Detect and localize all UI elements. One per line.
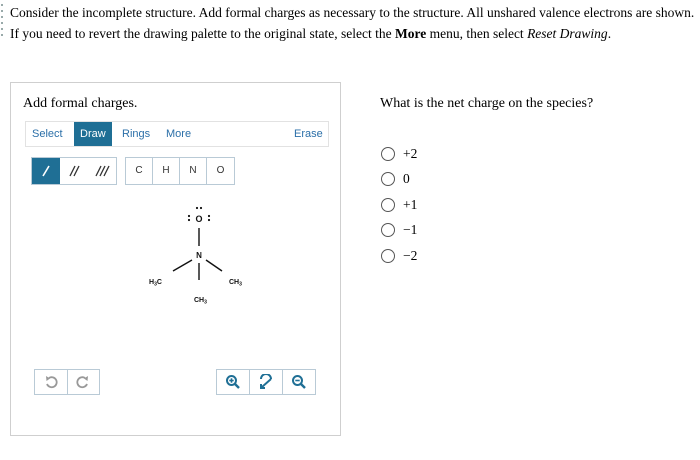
tab-draw[interactable]: Draw [74,122,112,146]
question-line-2: If you need to revert the drawing palette to the original state, select the More menu, then select Reset Drawing. [10,26,612,41]
lone-pair-dot [196,207,198,209]
atom-c-button[interactable]: C [126,158,153,184]
lone-pair-dot [188,219,190,221]
atom-o-button[interactable]: O [216,165,225,176]
radio-button[interactable] [381,198,395,212]
tab-more[interactable]: More [166,128,192,140]
left-methyl-group: $H_3C$ [149,279,162,288]
triple-bond-button[interactable] [88,158,116,184]
drawing-toolbar-tabs [25,121,329,147]
reset-zoom-button[interactable] [250,370,283,394]
redo-icon [76,375,90,389]
tab-erase[interactable]: Erase [294,128,323,140]
atom-h-button[interactable]: H [153,158,180,184]
undo-redo-group [34,369,100,395]
radio-button[interactable] [381,223,395,237]
reset-drawing-reference: Reset Drawing [527,26,608,41]
undo-button[interactable] [35,370,68,394]
bond-n-left [173,260,192,271]
single-bond-button[interactable] [32,158,60,184]
option-minus-2[interactable]: −2 [381,243,417,269]
single-bond-icon [39,164,53,178]
bottom-methyl-group: $CH_3$ [194,297,207,306]
zoom-in-icon [225,374,241,390]
zoom-in-button[interactable] [217,370,250,394]
redo-button[interactable] [68,370,100,394]
zoom-out-button[interactable] [283,370,315,394]
radio-button[interactable] [381,249,395,263]
bond-tools [31,157,117,185]
lone-pair-dot [208,215,210,217]
option-minus-1[interactable]: −1 [381,218,417,244]
reset-zoom-icon [258,374,274,390]
lone-pair-dot [188,215,190,217]
tab-rings[interactable]: Rings [122,128,151,140]
bond-n-right [206,260,222,271]
panel-title: Add formal charges. [23,96,138,111]
question-text [10,2,695,44]
lone-pair-dot [200,207,202,209]
undo-icon [44,375,58,389]
charge-options [381,141,417,269]
lone-pair-dot [208,219,210,221]
oxygen-atom: O [195,214,203,224]
question-line-1: Consider the incomplete structure. Add formal charges as necessary to the structure. All unshared valence electrons are shown. [10,5,695,20]
right-methyl-group: $CH_3$ [229,279,242,288]
double-bond-icon [67,164,81,178]
atom-tools [125,157,235,185]
option-plus-1[interactable]: +1 [381,192,417,218]
option-plus-2[interactable]: +2 [381,141,417,167]
zoom-out-icon [291,374,307,390]
option-0[interactable]: 0 [381,167,417,193]
net-charge-question: What is the net charge on the species? [380,96,594,111]
drawing-panel [10,82,341,436]
more-menu-reference: More [394,26,427,41]
radio-button[interactable] [381,172,395,186]
radio-button[interactable] [381,147,395,161]
tab-select[interactable]: Select [32,128,63,140]
nitrogen-atom: N [196,251,202,260]
molecule-canvas[interactable] [101,201,261,321]
double-bond-button[interactable] [60,158,88,184]
zoom-group [216,369,316,395]
triple-bond-icon [94,164,110,178]
atom-n-button[interactable]: N [180,158,207,184]
edge-marks [0,0,4,70]
